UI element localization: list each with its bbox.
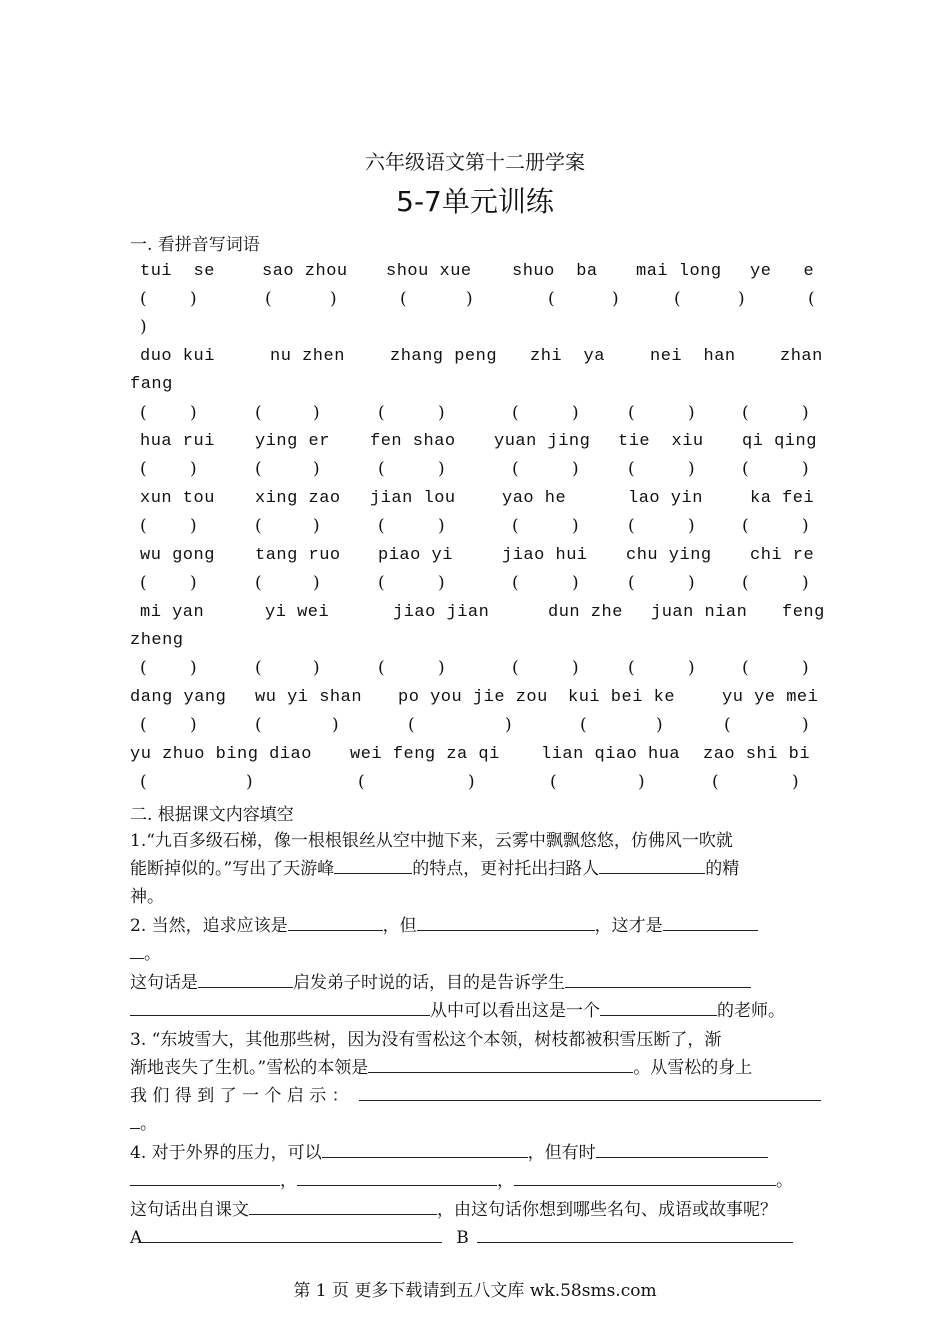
question-4-line-3: 这句话出自课文 ，由这句话你想到哪些名句、成语或故事呢？ xyxy=(130,1196,777,1224)
pinyin-word: yi wei xyxy=(265,603,330,622)
pinyin-word: sao zhou xyxy=(262,262,348,281)
pinyin-word: qi qing xyxy=(742,432,817,451)
question-1-line-3: 神。 xyxy=(130,887,164,907)
pinyin-word-wrap: fang xyxy=(130,375,173,394)
pinyin-word: hua rui xyxy=(140,432,215,451)
pinyin-word: lao yin xyxy=(628,489,703,508)
question-4-line-2: ， ， 。 xyxy=(130,1167,793,1195)
pinyin-word: zhi ya xyxy=(530,347,605,366)
pinyin-word: wu gong xyxy=(140,546,215,565)
pinyin-word: mi yan xyxy=(140,603,205,622)
fill-blank[interactable] xyxy=(477,1224,793,1243)
section1-heading: 一. 看拼音写词语 xyxy=(130,235,260,255)
pinyin-word: ye e xyxy=(750,262,815,281)
pinyin-word: ying er xyxy=(255,432,330,451)
question-3-line-4: 。 xyxy=(130,1110,157,1138)
pinyin-word: jian lou xyxy=(370,489,456,508)
page-footer: 第 1 页 更多下载请到五八文库 wk.58sms.com xyxy=(293,1281,657,1301)
fill-blank[interactable] xyxy=(334,855,412,874)
pinyin-word: shuo ba xyxy=(512,262,598,281)
pinyin-word: dun zhe xyxy=(548,603,623,622)
pinyin-word: jiao hui xyxy=(502,546,588,565)
pinyin-word: yu ye mei xyxy=(722,688,819,707)
question-1-line-2: 能断掉似的。”写出了天游峰 的特点，更衬托出扫路人 的精 xyxy=(130,855,739,883)
question-4-line-4: A B xyxy=(130,1224,793,1252)
question-4-line-1: 4. 对于外界的压力，可以 ，但有时 xyxy=(130,1139,768,1167)
question-3-line-1: 3. “东坡雪大，其他那些树，因为没有雪松这个本领，树枝都被积雪压断了，渐 xyxy=(130,1030,722,1050)
fill-blank[interactable] xyxy=(130,1167,280,1186)
fill-blank[interactable] xyxy=(288,912,383,931)
pinyin-word: zao shi bi xyxy=(703,745,811,764)
fill-blank[interactable] xyxy=(130,940,144,959)
pinyin-word: fen shao xyxy=(370,432,456,451)
pinyin-word: xun tou xyxy=(140,489,215,508)
fill-blank[interactable] xyxy=(417,912,595,931)
question-2-line-3: 这句话是 启发弟子时说的话，目的是告诉学生 xyxy=(130,969,751,997)
document-page: 六年级语文第十二册学案 5-7单元训练 一. 看拼音写词语 tui se sao zhou shou xue shuo ba mai long ye e ( ) ( ) ( ) ( ) ( ) ( ) duo kui nu zhen zhang peng zhi ya nei han zhan fang ( ) ( ) ( ) ( ) ( ) ( ) hua rui ying er fen shao yuan jing tie xiu qi qing ( ) ( ) ( ) ( ) ( ) ( ) xun tou xing zao jian lou yao he lao yin ka fei ( ) ( ) ( ) ( ) ( ) ( ) wu gong tang ruo piao yi jiao hui chu ying chi re ( ) ( ) ( ) ( ) ( ) ( ) mi yan yi wei jiao jian dun zhe juan nian feng zheng ( ) ( ) ( ) ( ) ( ) ( ) dang yang wu yi shan po you jie zou kui bei ke yu ye mei ( ) ( ) ( ) ( ) ( ) yu zhuo bing diao wei feng za qi lian qiao hua zao shi bi ( ) ( ) ( ) ( ) 二. 根据课文内容填空 1.“九百多级石梯，像一根根银丝从空中抛下来，云雾中飘飘悠悠，仿佛风一吹就 能断掉似的。”写出了天游峰 的特点，更衬托出扫路人 的精 神。 2. 当然，追求应该是 ，但 ，这才是 。 这句话是 启发弟子时说的话，目的是告诉学生 从中可以看出这是一个 的老师。 3. “东坡雪大，其他那些树，因为没有雪松这个本领，树枝都被积雪压断了，渐 渐地丧失了生机。”雪松的本领是 。从雪松的身上 我 们 得 到 了 一 个 启 示 ： 。 4. 对于外界的压力，可以 ，但有时 ， ， 。 这句话出自课文 ，由这句话你想到哪些名句、成语或故事呢？ A B 第 1 页 更多下载请到五八文库 wk.58sms.com xyxy=(0,0,950,1342)
fill-blank[interactable] xyxy=(297,1167,497,1186)
pinyin-word: feng xyxy=(782,603,825,622)
document-subtitle: 六年级语文第十二册学案 xyxy=(365,150,585,174)
pinyin-word: yuan jing xyxy=(494,432,591,451)
pinyin-word: ka fei xyxy=(750,489,815,508)
question-2-line-1: 2. 当然，追求应该是 ，但 ，这才是 xyxy=(130,912,758,940)
fill-blank[interactable] xyxy=(359,1082,821,1101)
pinyin-word: tie xiu xyxy=(618,432,704,451)
question-3-line-2: 渐地丧失了生机。”雪松的本领是 。从雪松的身上 xyxy=(130,1054,752,1082)
pinyin-word: jiao jian xyxy=(393,603,490,622)
document-title: 5-7单元训练 xyxy=(396,185,554,218)
pinyin-word: wu yi shan xyxy=(255,688,363,707)
pinyin-word: dang yang xyxy=(130,688,227,707)
pinyin-word: tui se xyxy=(140,262,215,281)
fill-blank[interactable] xyxy=(600,997,717,1016)
fill-blank[interactable] xyxy=(198,969,293,988)
fill-blank[interactable] xyxy=(322,1139,528,1158)
pinyin-word: wei feng za qi xyxy=(350,745,500,764)
pinyin-word: yu zhuo bing diao xyxy=(130,745,312,764)
fill-blank[interactable] xyxy=(514,1167,776,1186)
pinyin-word: mai long xyxy=(636,262,722,281)
question-1-line-1: 1.“九百多级石梯，像一根根银丝从空中抛下来，云雾中飘飘悠悠，仿佛风一吹就 xyxy=(130,831,733,851)
pinyin-word: kui bei ke xyxy=(568,688,676,707)
pinyin-word: zhan xyxy=(780,347,823,366)
pinyin-word: po you jie zou xyxy=(398,688,548,707)
pinyin-word: piao yi xyxy=(378,546,453,565)
fill-blank[interactable] xyxy=(142,1224,442,1243)
question-2-line-2: 。 xyxy=(130,940,161,968)
question-2-line-4: 从中可以看出这是一个 的老师。 xyxy=(130,997,785,1025)
pinyin-word-wrap: zheng xyxy=(130,631,184,650)
pinyin-word: chi re xyxy=(750,546,815,565)
pinyin-word: xing zao xyxy=(255,489,341,508)
fill-blank[interactable] xyxy=(130,1110,140,1129)
pinyin-word: nu zhen xyxy=(270,347,345,366)
pinyin-word: tang ruo xyxy=(255,546,341,565)
fill-blank[interactable] xyxy=(130,997,430,1016)
fill-blank[interactable] xyxy=(596,1139,768,1158)
pinyin-word: duo kui xyxy=(140,347,215,366)
pinyin-word: chu ying xyxy=(626,546,712,565)
fill-blank[interactable] xyxy=(663,912,758,931)
question-3-line-3: 我 们 得 到 了 一 个 启 示 ： xyxy=(130,1082,821,1110)
fill-blank[interactable] xyxy=(249,1196,437,1215)
pinyin-word: lian qiao hua xyxy=(541,745,681,764)
fill-blank[interactable] xyxy=(368,1054,633,1073)
pinyin-word: nei han xyxy=(650,347,736,366)
fill-blank[interactable] xyxy=(565,969,751,988)
pinyin-word: yao he xyxy=(502,489,567,508)
pinyin-word: juan nian xyxy=(651,603,748,622)
pinyin-word: shou xue xyxy=(386,262,472,281)
pinyin-word: zhang peng xyxy=(390,347,498,366)
fill-blank[interactable] xyxy=(599,855,705,874)
section2-heading: 二. 根据课文内容填空 xyxy=(130,805,294,825)
